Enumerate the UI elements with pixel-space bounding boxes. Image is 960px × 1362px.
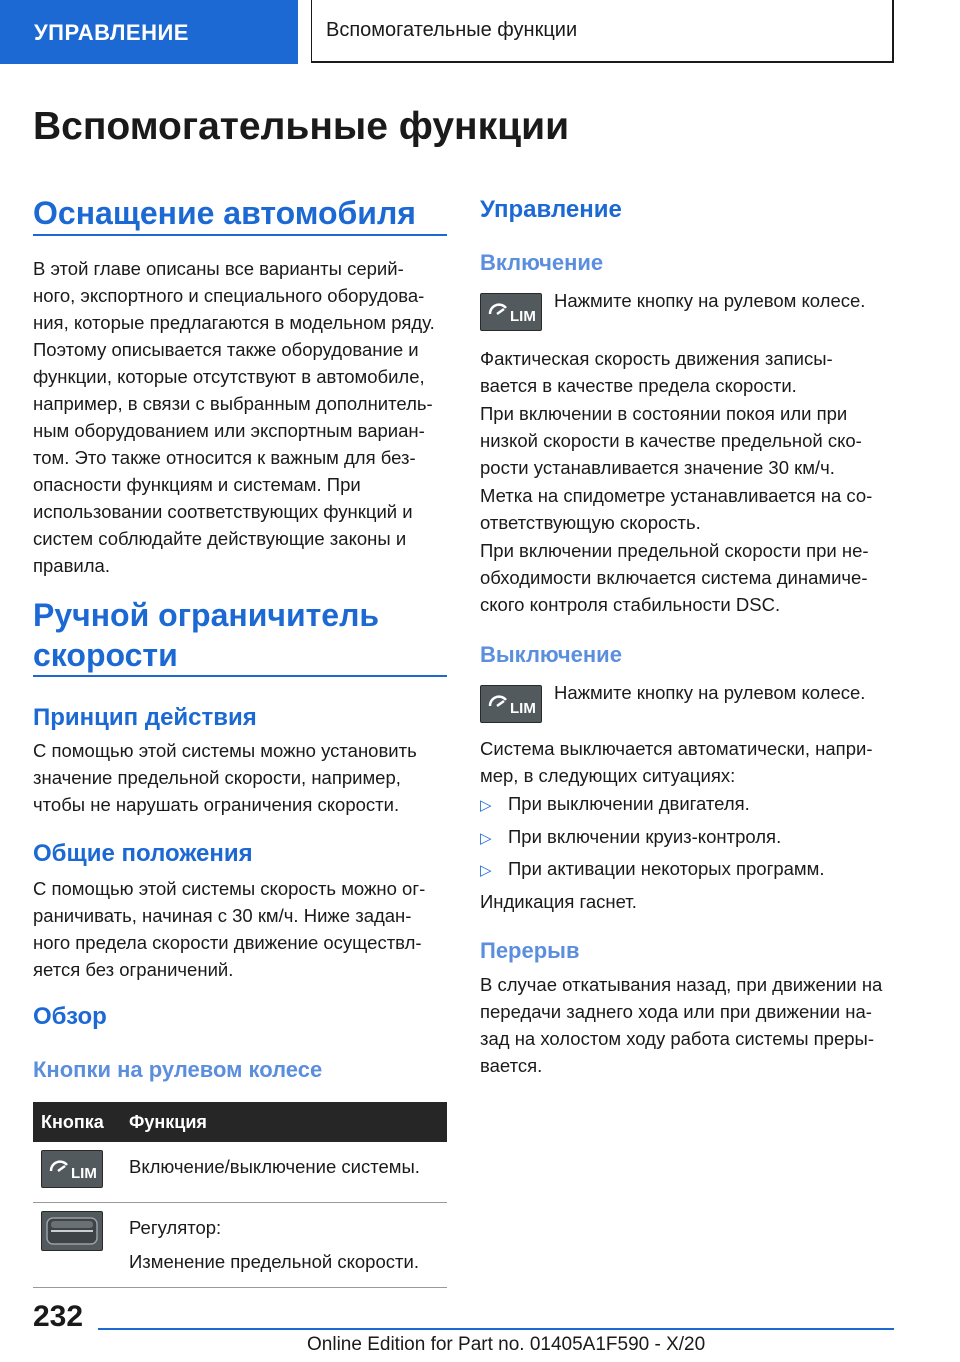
table-cell-icon: [33, 1202, 121, 1287]
rocker-switch-icon: [41, 1211, 103, 1251]
on-heading: Включение: [480, 250, 604, 275]
equipment-heading: Оснащение автомобиля: [33, 195, 416, 231]
equipment-text: В этой главе описаны все варианты серий- ного, экспортного и специального оборудова- ния, которые предлагаются в модельном ряду. Поэтому описывается также оборудование и функции, которые отсутствуют в автомобиле, например, в связи с выбранным дополнитель- ным оборудованием или экспортным вариан- том. Это также относится к важным для без- опасности функциям и системам. При использовании соответствующих функций и систем соблюдайте действующие законы и правила.: [33, 258, 435, 576]
equipment-rule: [33, 234, 447, 236]
list-item-text: При активации некоторых программ.: [508, 858, 825, 879]
footer-edition: Online Edition for Part no. 01405A1F590 - X/20: [307, 1334, 706, 1355]
pause-text: В случае откатывания назад, при движении на передачи заднего хода или при движении на- зад на холостом ходу работа системы преры- вается.: [480, 974, 883, 1076]
table-row: [33, 1202, 447, 1287]
page-number: 232: [33, 1300, 84, 1333]
footer-rule: [98, 1328, 894, 1330]
principle-text: С помощью этой системы можно установить значение предельной скорости, например, чтобы не нарушать ограничения скорости.: [33, 740, 417, 815]
off-paragraph-1: Система выключается автоматически, напри- мер, в следующих ситуациях:: [480, 738, 873, 786]
table-cell-function: [121, 1142, 447, 1202]
triangle-bullet-icon: ▷: [480, 862, 492, 879]
list-item-text: При включении круиз-контроля.: [508, 826, 782, 847]
table-row: [33, 1142, 447, 1202]
header-chapter-box: [311, 0, 894, 63]
list-item: [480, 856, 880, 882]
on-paragraph-2: При включении в состоянии покоя или при низкой скорости в качестве предельной ско- рости устанавливается значение 30 км/ч.: [480, 403, 862, 478]
on-paragraph-4: При включении предельной скорости при не- обходимости включается система динамиче- ского контроля стабильности DSC.: [480, 540, 869, 615]
svg-text:LIM: LIM: [510, 308, 536, 325]
on-press-text: Нажмите кнопку на рулевом колесе.: [554, 290, 866, 311]
steering-buttons-heading: Кнопки на рулевом колесе: [33, 1057, 323, 1082]
table-cell-icon: [33, 1142, 121, 1202]
off-press-text: Нажмите кнопку на рулевом колесе.: [554, 682, 866, 703]
header-section-tab: [0, 0, 298, 64]
list-item: [480, 791, 880, 817]
pause-heading: Перерыв: [480, 938, 580, 963]
buttons-table: [33, 1102, 447, 1288]
general-heading: Общие положения: [33, 840, 253, 867]
triangle-bullet-icon: ▷: [480, 797, 492, 814]
lim-button-icon: [41, 1150, 103, 1188]
list-item-text: При выключении двигателя.: [508, 793, 750, 814]
limiter-heading-line1: Ручной ограничитель: [33, 597, 380, 633]
general-text: С помощью этой системы скорость можно ог- раничивать, начиная с 30 км/ч. Ниже задан- ного предела скорости движение осуществл- яется без ограничений.: [33, 878, 426, 980]
function-text: Регулятор:: [129, 1216, 222, 1238]
off-paragraph-2: Индикация гаснет.: [480, 891, 637, 912]
limiter-rule: [33, 675, 447, 677]
lim-button-icon: [480, 293, 542, 331]
function-text: Включение/выключение системы.: [129, 1156, 420, 1177]
on-paragraph-3: Метка на спидометре устанавливается на со- ответствующую скорость.: [480, 485, 873, 533]
off-heading: Выключение: [480, 642, 622, 667]
table-cell-function: [121, 1202, 447, 1287]
page-title: Вспомогательные функции: [33, 105, 570, 148]
triangle-bullet-icon: ▷: [480, 830, 492, 847]
col-button-header: Кнопка: [33, 1102, 121, 1142]
overview-heading: Обзор: [33, 1003, 107, 1030]
header-section-label: УПРАВЛЕНИЕ: [34, 20, 189, 45]
function-text: Изменение предельной скорости.: [129, 1250, 419, 1272]
principle-heading: Принцип действия: [33, 704, 257, 731]
header-chapter-label: Вспомогательные функции: [326, 19, 578, 41]
control-heading: Управление: [480, 196, 622, 223]
limiter-heading-line2: скорости: [33, 637, 178, 673]
table-header-row: [33, 1102, 447, 1142]
col-function-header: Функция: [121, 1102, 447, 1142]
on-paragraph-1: Фактическая скорость движения записы- вается в качестве предела скорости.: [480, 348, 833, 396]
list-item: [480, 824, 880, 850]
svg-text:LIM: LIM: [71, 1165, 97, 1182]
svg-text:LIM: LIM: [510, 700, 536, 717]
lim-button-icon: [480, 685, 542, 723]
